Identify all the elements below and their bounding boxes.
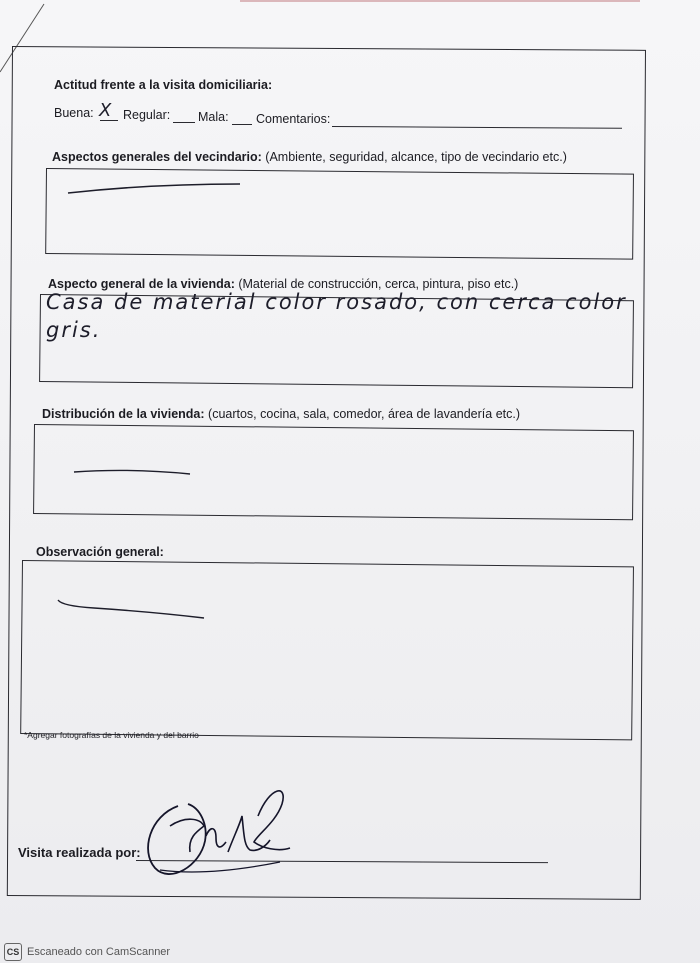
comentarios-label: Comentarios:	[256, 112, 331, 126]
mala-label: Mala:	[198, 110, 229, 124]
visit-label: Visita realizada por:	[18, 845, 141, 860]
housing-hint: (Material de construcción, cerca, pintura, piso etc.)	[238, 277, 519, 291]
buena-label: Buena:	[54, 106, 94, 120]
scanner-watermark	[4, 943, 170, 961]
neighborhood-hint: (Ambiente, seguridad, alcance, tipo de vecindario etc.)	[265, 150, 567, 164]
neighborhood-heading	[52, 150, 567, 164]
observation-dash-stroke	[54, 594, 214, 624]
attitude-title: Actitud frente a la visita domiciliaria:	[54, 78, 273, 92]
mala-blank	[232, 124, 252, 125]
buena-checkmark: X	[99, 100, 112, 121]
signature	[130, 776, 300, 886]
page-edge-line	[240, 0, 640, 2]
camscanner-text: Escaneado con CamScanner	[27, 946, 171, 958]
regular-blank	[173, 122, 195, 123]
buena-blank	[100, 120, 118, 121]
housing-handwriting-line2: gris.	[46, 318, 102, 342]
neighborhood-dash-stroke	[60, 178, 260, 198]
housing-handwriting-line1: Casa de material color rosado, con cerca color	[46, 290, 627, 314]
housing-title: Aspecto general de la vivienda:	[48, 277, 235, 291]
regular-label: Regular:	[123, 108, 171, 122]
observation-box	[20, 560, 634, 740]
distribution-title: Distribución de la vivienda:	[42, 407, 205, 421]
camscanner-logo: CS	[4, 943, 22, 961]
distribution-dash-stroke	[70, 462, 210, 482]
observation-title: Observación general:	[36, 545, 164, 559]
distribution-hint: (cuartos, cocina, sala, comedor, área de lavandería etc.)	[208, 407, 521, 421]
distribution-heading	[42, 407, 520, 421]
observation-footnote: *Agregar fotografías de la vivienda y del barrio	[24, 730, 199, 740]
neighborhood-title: Aspectos generales del vecindario:	[52, 150, 262, 164]
housing-heading	[48, 277, 518, 291]
